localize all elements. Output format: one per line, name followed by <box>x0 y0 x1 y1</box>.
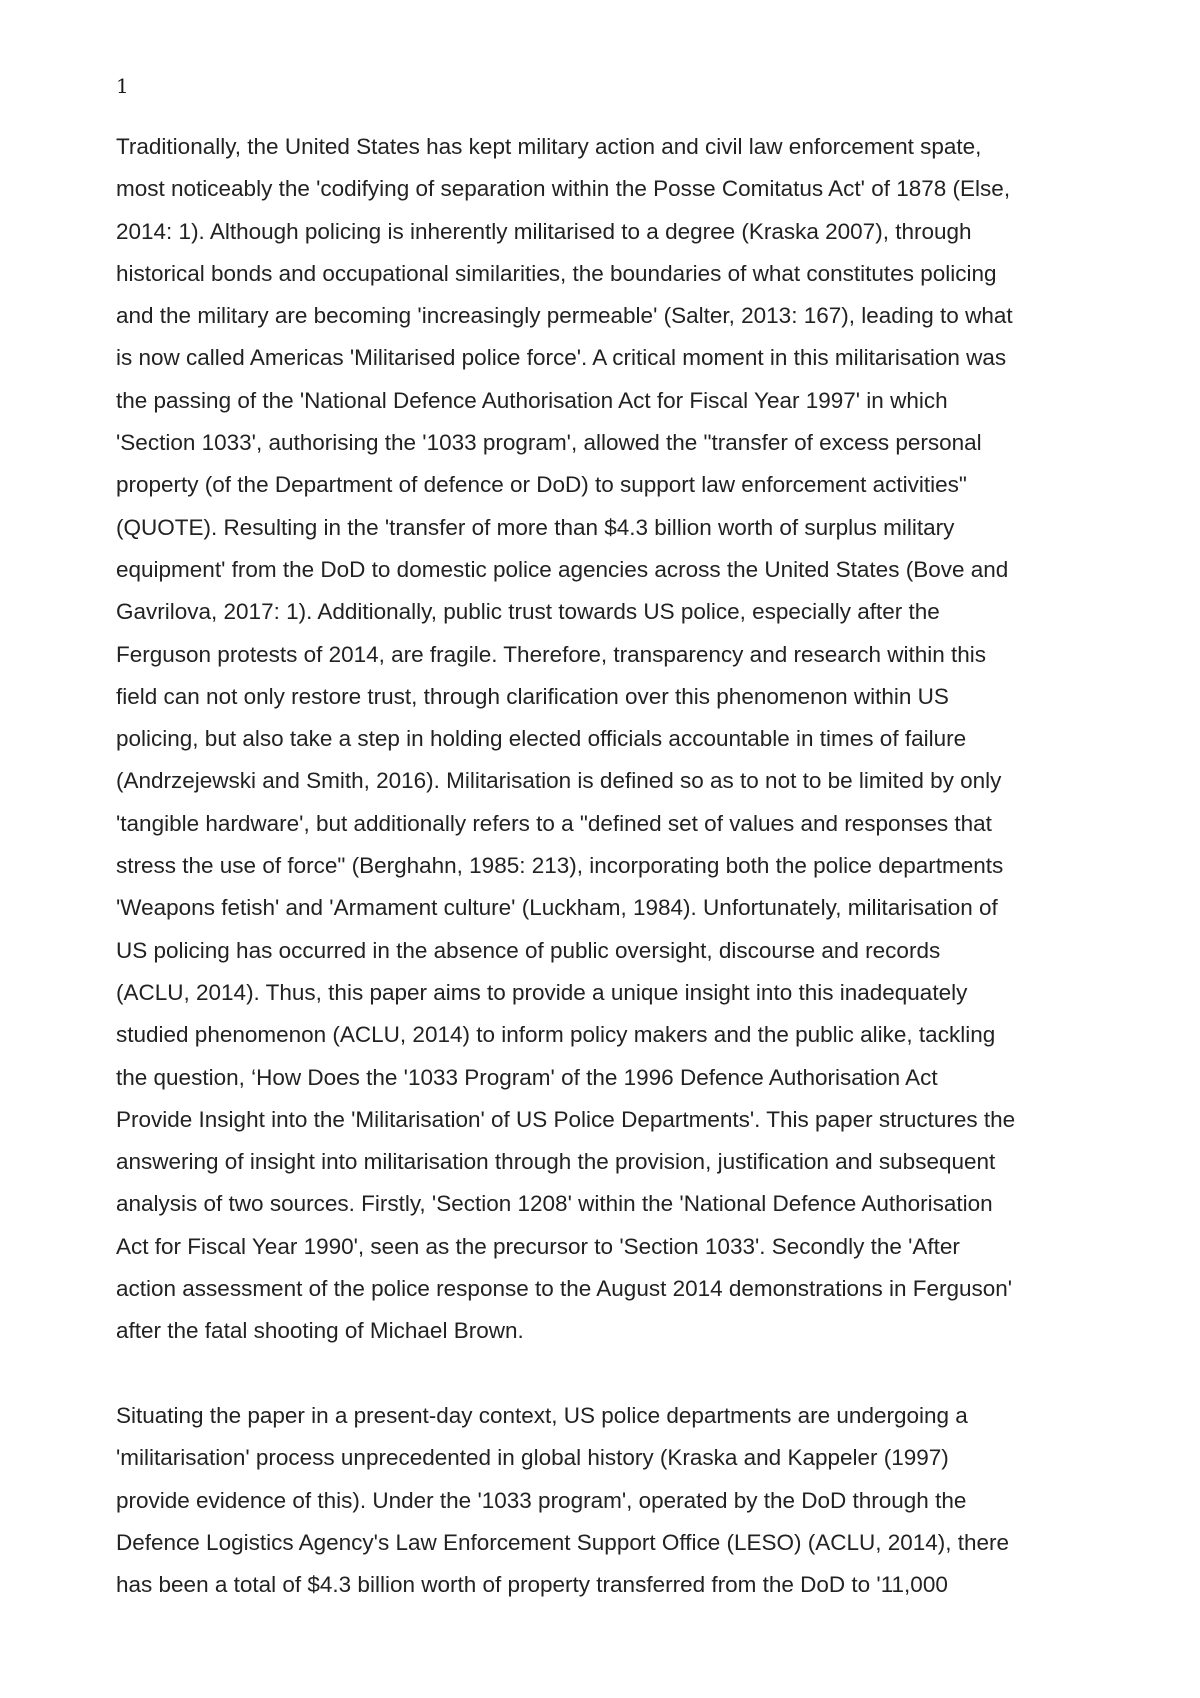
text-line: Ferguson protests of 2014, are fragile. Therefore, transparency and research within this <box>116 641 987 667</box>
text-line: Situating the paper in a present-day context, US police departments are undergoing a <box>116 1402 968 1428</box>
text-line: after the fatal shooting of Michael Brown. <box>116 1318 524 1344</box>
text-line: policing, but also take a step in holding elected officials accountable in times of failure <box>116 726 967 752</box>
paragraph-spacer <box>116 1353 1116 1395</box>
paragraph <box>116 1395 1116 1606</box>
text-line: (QUOTE). Resulting in the 'transfer of more than $4.3 billion worth of surplus military <box>116 514 955 540</box>
text-line: the passing of the 'National Defence Authorisation Act for Fiscal Year 1997' in which <box>116 387 948 413</box>
text-line: equipment' from the DoD to domestic police agencies across the United States (Bove and <box>116 556 1009 582</box>
paragraph <box>116 126 1116 1353</box>
text-line: property (of the Department of defence or DoD) to support law enforcement activities" <box>116 472 967 498</box>
text-line: (Andrzejewski and Smith, 2016). Militarisation is defined so as to not to be limited by only <box>116 768 1002 794</box>
page-number: 1 <box>116 74 129 98</box>
text-line: historical bonds and occupational similarities, the boundaries of what constitutes policing <box>116 260 997 286</box>
text-line: 'Section 1033', authorising the '1033 program', allowed the "transfer of excess personal <box>116 430 982 456</box>
text-line: has been a total of $4.3 billion worth of property transferred from the DoD to '11,000 <box>116 1572 948 1598</box>
document-body <box>116 126 1116 1606</box>
text-line: 'tangible hardware', but additionally refers to a "defined set of values and responses that <box>116 810 992 836</box>
text-line: provide evidence of this). Under the '1033 program', operated by the DoD through the <box>116 1487 967 1513</box>
text-line: (ACLU, 2014). Thus, this paper aims to provide a unique insight into this inadequately <box>116 979 968 1005</box>
text-line: analysis of two sources. Firstly, 'Section 1208' within the 'National Defence Authorisation <box>116 1191 993 1217</box>
text-line: and the military are becoming 'increasingly permeable' (Salter, 2013: 167), leading to what <box>116 303 1013 329</box>
text-line: Gavrilova, 2017: 1). Additionally, public trust towards US police, especially after the <box>116 599 940 625</box>
text-line: action assessment of the police response to the August 2014 demonstrations in Ferguson' <box>116 1276 1013 1302</box>
text-line: answering of insight into militarisation through the provision, justification and subsequent <box>116 1149 996 1175</box>
text-line: the question, ‘How Does the '1033 Program' of the 1996 Defence Authorisation Act <box>116 1064 938 1090</box>
text-line: Provide Insight into the 'Militarisation' of US Police Departments'. This paper structures the <box>116 1106 1016 1132</box>
text-line: Traditionally, the United States has kept military action and civil law enforcement spate, <box>116 134 982 159</box>
text-line: 'Weapons fetish' and 'Armament culture' (Luckham, 1984). Unfortunately, militarisation of <box>116 895 998 921</box>
text-line: stress the use of force" (Berghahn, 1985: 213), incorporating both the police departments <box>116 853 1004 879</box>
text-line: Act for Fiscal Year 1990', seen as the precursor to 'Section 1033'. Secondly the 'After <box>116 1233 960 1259</box>
text-line: 2014: 1). Although policing is inherently militarised to a degree (Kraska 2007), through <box>116 218 972 244</box>
text-line: Defence Logistics Agency's Law Enforcement Support Office (LESO) (ACLU, 2014), there <box>116 1529 1010 1555</box>
text-line: studied phenomenon (ACLU, 2014) to inform policy makers and the public alike, tackling <box>116 1022 996 1048</box>
text-line: field can not only restore trust, through clarification over this phenomenon within US <box>116 683 949 709</box>
text-line: 'militarisation' process unprecedented in global history (Kraska and Kappeler (1997) <box>116 1445 949 1471</box>
text-line: is now called Americas 'Militarised police force'. A critical moment in this militarisation was <box>116 345 1007 371</box>
text-line: most noticeably the 'codifying of separation within the Posse Comitatus Act' of 1878 (Else, <box>116 176 1011 202</box>
text-line: US policing has occurred in the absence of public oversight, discourse and records <box>116 937 941 963</box>
